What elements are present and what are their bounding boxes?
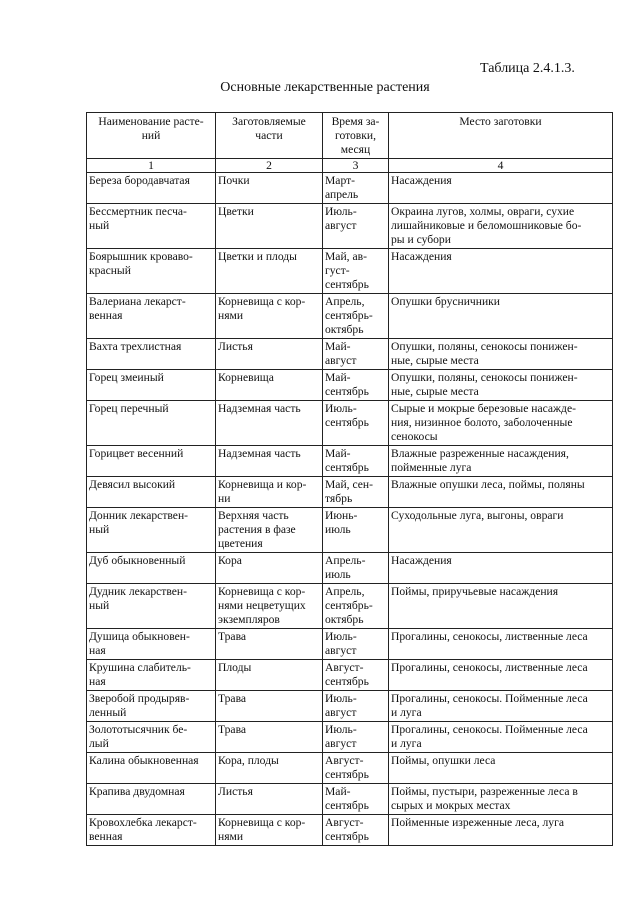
column-number: 2 [216,159,323,173]
cell-harvest-time: Август- сентябрь [323,815,389,846]
cell-harvested-parts: Цветки и плоды [216,249,323,294]
cell-harvest-time: Июль- сентябрь [323,401,389,446]
cell-plant-name: Бессмертник песча- ный [87,204,216,249]
cell-harvest-time: Март- апрель [323,173,389,204]
cell-harvest-place: Поймы, приручьевые насаждения [389,584,613,629]
table-row [87,660,613,691]
cell-harvested-parts: Трава [216,722,323,753]
cell-plant-name: Зверобой продыряв- ленный [87,691,216,722]
table-header-row [87,113,613,159]
cell-harvest-time: Июнь- июль [323,508,389,553]
column-number-row [87,159,613,173]
column-number: 3 [323,159,389,173]
cell-plant-name: Валериана лекарст- венная [87,294,216,339]
cell-harvested-parts: Листья [216,784,323,815]
table-row [87,815,613,846]
cell-harvest-place: Опушки, поляны, сенокосы понижен- ные, сырые места [389,339,613,370]
cell-harvest-place: Насаждения [389,173,613,204]
cell-harvest-place: Окраина лугов, холмы, овраги, сухие лишайниковые и беломошниковые бо- ры и субори [389,204,613,249]
cell-harvest-place: Прогалины, сенокосы. Пойменные леса и луга [389,691,613,722]
table-row [87,553,613,584]
cell-plant-name: Золототысячник бе- лый [87,722,216,753]
cell-plant-name: Калина обыкновенная [87,753,216,784]
cell-harvested-parts: Корневища с кор- нями нецветущих экземпляров [216,584,323,629]
header-plant-name: Наименование расте- ний [87,113,216,159]
table-row [87,784,613,815]
table-row [87,446,613,477]
table-row [87,294,613,339]
cell-plant-name: Дуб обыкновенный [87,553,216,584]
header-harvest-time: Время за- готовки, месяц [323,113,389,159]
cell-harvest-place: Насаждения [389,249,613,294]
cell-harvest-place: Прогалины, сенокосы. Пойменные леса и луга [389,722,613,753]
column-number: 1 [87,159,216,173]
cell-harvest-time: Май- сентябрь [323,446,389,477]
table-row [87,173,613,204]
document-title: Основные лекарственные растения [220,80,430,95]
cell-harvested-parts: Почки [216,173,323,204]
cell-plant-name: Горец перечный [87,401,216,446]
cell-plant-name: Боярышник кроваво- красный [87,249,216,294]
cell-harvest-place: Насаждения [389,553,613,584]
cell-harvested-parts: Надземная часть [216,401,323,446]
cell-harvested-parts: Корневища с кор- нями [216,815,323,846]
cell-harvested-parts: Плоды [216,660,323,691]
table-row [87,691,613,722]
cell-harvested-parts: Цветки [216,204,323,249]
cell-harvest-time: Май, ав- густ- сентябрь [323,249,389,294]
table-row [87,508,613,553]
cell-plant-name: Крушина слабитель- ная [87,660,216,691]
table-row [87,401,613,446]
cell-harvested-parts: Корневища с кор- нями [216,294,323,339]
cell-plant-name: Донник лекарствен- ный [87,508,216,553]
cell-harvested-parts: Корневища и кор- ни [216,477,323,508]
cell-harvest-time: Август- сентябрь [323,660,389,691]
cell-harvest-place: Суходольные луга, выгоны, овраги [389,508,613,553]
cell-harvest-time: Апрель, сентябрь- октябрь [323,294,389,339]
cell-plant-name: Береза бородавчатая [87,173,216,204]
cell-plant-name: Крапива двудомная [87,784,216,815]
cell-plant-name: Горицвет весенний [87,446,216,477]
header-harvest-place: Место заготовки [389,113,613,159]
table-row [87,753,613,784]
cell-harvest-place: Прогалины, сенокосы, лиственные леса [389,629,613,660]
cell-plant-name: Дудник лекарствен- ный [87,584,216,629]
table-row [87,722,613,753]
cell-harvest-place: Влажные опушки леса, поймы, поляны [389,477,613,508]
cell-plant-name: Горец змеиный [87,370,216,401]
cell-harvest-place: Пойменные изреженные леса, луга [389,815,613,846]
cell-harvest-time: Июль- август [323,691,389,722]
cell-harvest-time: Август- сентябрь [323,753,389,784]
table-row [87,370,613,401]
table-row [87,249,613,294]
cell-harvested-parts: Кора [216,553,323,584]
table-row [87,629,613,660]
table-row [87,584,613,629]
cell-harvested-parts: Верхняя часть растения в фазе цветения [216,508,323,553]
cell-harvest-place: Опушки брусничники [389,294,613,339]
cell-harvested-parts: Надземная часть [216,446,323,477]
cell-harvest-time: Июль- август [323,722,389,753]
cell-harvest-place: Поймы, пустыри, разреженные леса в сырых и мокрых местах [389,784,613,815]
cell-harvested-parts: Листья [216,339,323,370]
cell-harvest-place: Поймы, опушки леса [389,753,613,784]
cell-harvest-place: Влажные разреженные насаждения, пойменные луга [389,446,613,477]
cell-harvest-place: Опушки, поляны, сенокосы понижен- ные, сырые места [389,370,613,401]
cell-harvest-place: Прогалины, сенокосы, лиственные леса [389,660,613,691]
cell-harvest-time: Май- август [323,339,389,370]
cell-harvest-place: Сырые и мокрые березовые насажде- ния, низинное болото, заболоченные сенокосы [389,401,613,446]
medicinal-plants-table [86,112,613,846]
table-reference: Таблица 2.4.1.3. [480,61,575,76]
cell-harvest-time: Май- сентябрь [323,784,389,815]
cell-harvested-parts: Кора, плоды [216,753,323,784]
table-row [87,204,613,249]
cell-plant-name: Девясил высокий [87,477,216,508]
cell-harvest-time: Июль- август [323,204,389,249]
cell-harvested-parts: Трава [216,629,323,660]
cell-harvested-parts: Трава [216,691,323,722]
cell-harvested-parts: Корневища [216,370,323,401]
cell-harvest-time: Апрель- июль [323,553,389,584]
cell-plant-name: Кровохлебка лекарст- венная [87,815,216,846]
cell-harvest-time: Июль- август [323,629,389,660]
header-harvested-parts: Заготовляемые части [216,113,323,159]
table-row [87,477,613,508]
table-row [87,339,613,370]
cell-harvest-time: Май- сентябрь [323,370,389,401]
cell-plant-name: Вахта трехлистная [87,339,216,370]
cell-plant-name: Душица обыкновен- ная [87,629,216,660]
cell-harvest-time: Май, сен- тябрь [323,477,389,508]
table-body [87,173,613,846]
column-number: 4 [389,159,613,173]
cell-harvest-time: Апрель, сентябрь- октябрь [323,584,389,629]
